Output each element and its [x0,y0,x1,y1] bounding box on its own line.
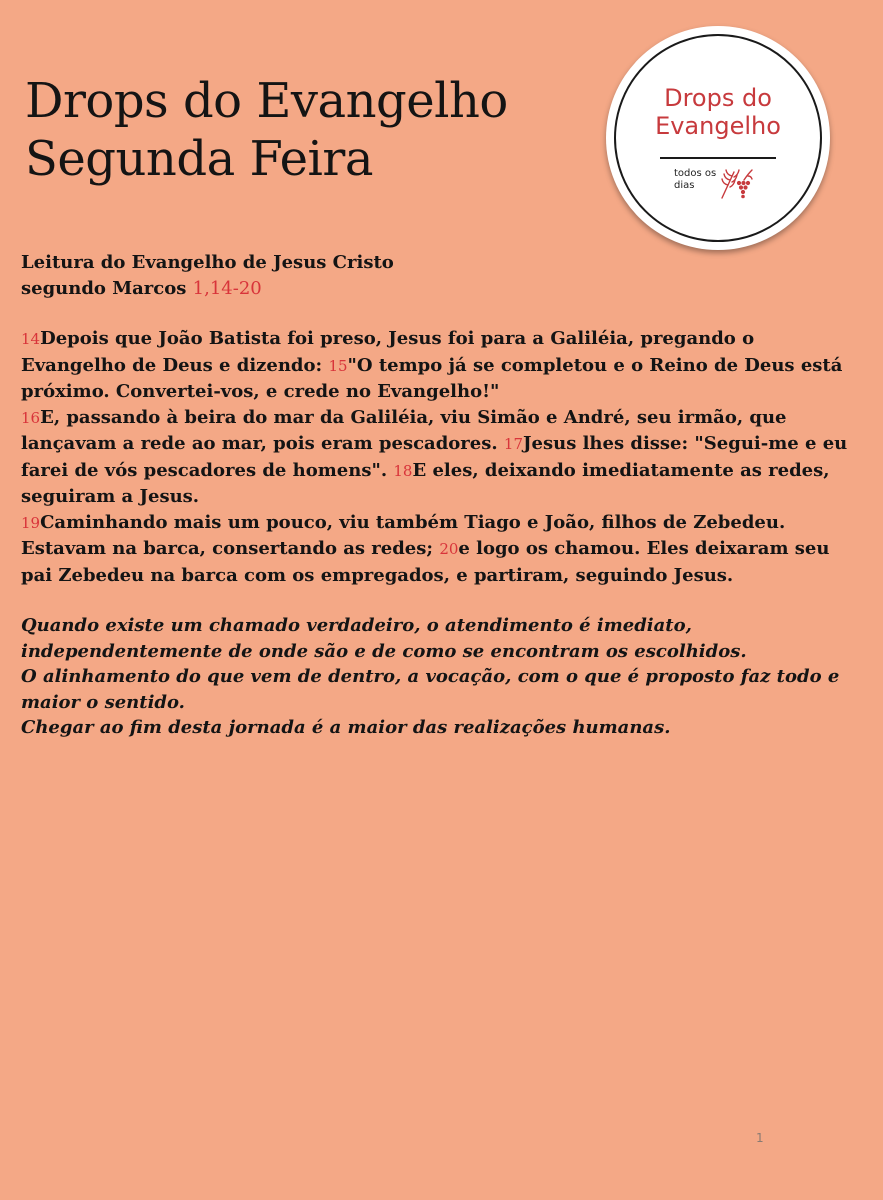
gospel-content [21,250,861,741]
logo-text [606,84,830,140]
logo-text-line-2: Evangelho [655,112,781,140]
page-title [25,72,508,188]
verse-paragraph-3 [21,510,861,589]
page-title-line-2: Segunda Feira [25,131,373,187]
reading-heading [21,250,861,301]
logo-text-line-1: Drops do [664,84,772,112]
reflection-text [21,613,861,741]
verse-text: Depois que João Batista foi preso, Jesus foi para a Galiléia, pregando o Evangelho de Deus e dizendo: [21,328,755,376]
verse-paragraph-1 [21,326,861,405]
logo-tagline-line-1: todos os [674,168,717,179]
verse-number: 17 [503,435,523,453]
verse-text: "O tempo já se completou e o Reino de Deus está próximo. Convertei-vos, e crede no Evangelho!" [21,354,843,402]
reading-heading-line-2: segundo Marcos [21,277,187,299]
verse-text: E, passando à beira do mar da Galiléia, viu Simão e André, seu irmão, que lançavam a rede ao mar, pois eram pescadores. [21,406,787,454]
reflection-line-4: maior o sentido. [21,691,185,713]
verse-text: E eles, deixando imediatamente as redes, seguiram a Jesus. [21,459,830,507]
reading-heading-line-1: Leitura do Evangelho de Jesus Cristo [21,252,394,273]
page-title-line-1: Drops do Evangelho [25,73,508,129]
reflection-line-1: Quando existe um chamado verdadeiro, o atendimento é imediato, [21,615,692,636]
logo-badge [606,26,830,250]
verse-text: e logo os chamou. Eles deixaram seu pai Zebedeu na barca com os empregados, e partiram, seguindo Jesus. [21,538,830,586]
logo-tagline [674,168,716,192]
verse-number: 16 [21,408,41,427]
verse-text: Caminhando mais um pouco, viu também Tiago e João, filhos de Zebedeu. Estavam na barca, consertando as redes; [21,511,786,559]
reading-reference: 1,14-20 [192,277,262,299]
verse-number: 18 [393,461,413,480]
reflection-line-5: Chegar ao fim desta jornada é a maior das realizações humanas. [21,717,671,738]
verse-number: 20 [439,540,459,558]
verse-number: 19 [21,513,41,532]
page-number: 1 [756,1131,764,1145]
logo-divider [660,157,776,159]
verse-number: 14 [21,330,41,348]
reflection-line-2: independentemente de onde são e de como se encontram os escolhidos. [21,640,747,662]
verse-text: Jesus lhes disse: "Segui-me e eu farei de vós pescadores de homens". [21,433,848,481]
reflection-line-3: O alinhamento do que vem de dentro, a vocação, com o que é proposto faz todo e [21,666,840,687]
verse-number: 15 [328,356,348,375]
logo-tagline-line-2: dias [674,180,695,191]
verse-paragraph-2 [21,405,861,510]
wheat-and-grapes-icon [718,166,754,200]
